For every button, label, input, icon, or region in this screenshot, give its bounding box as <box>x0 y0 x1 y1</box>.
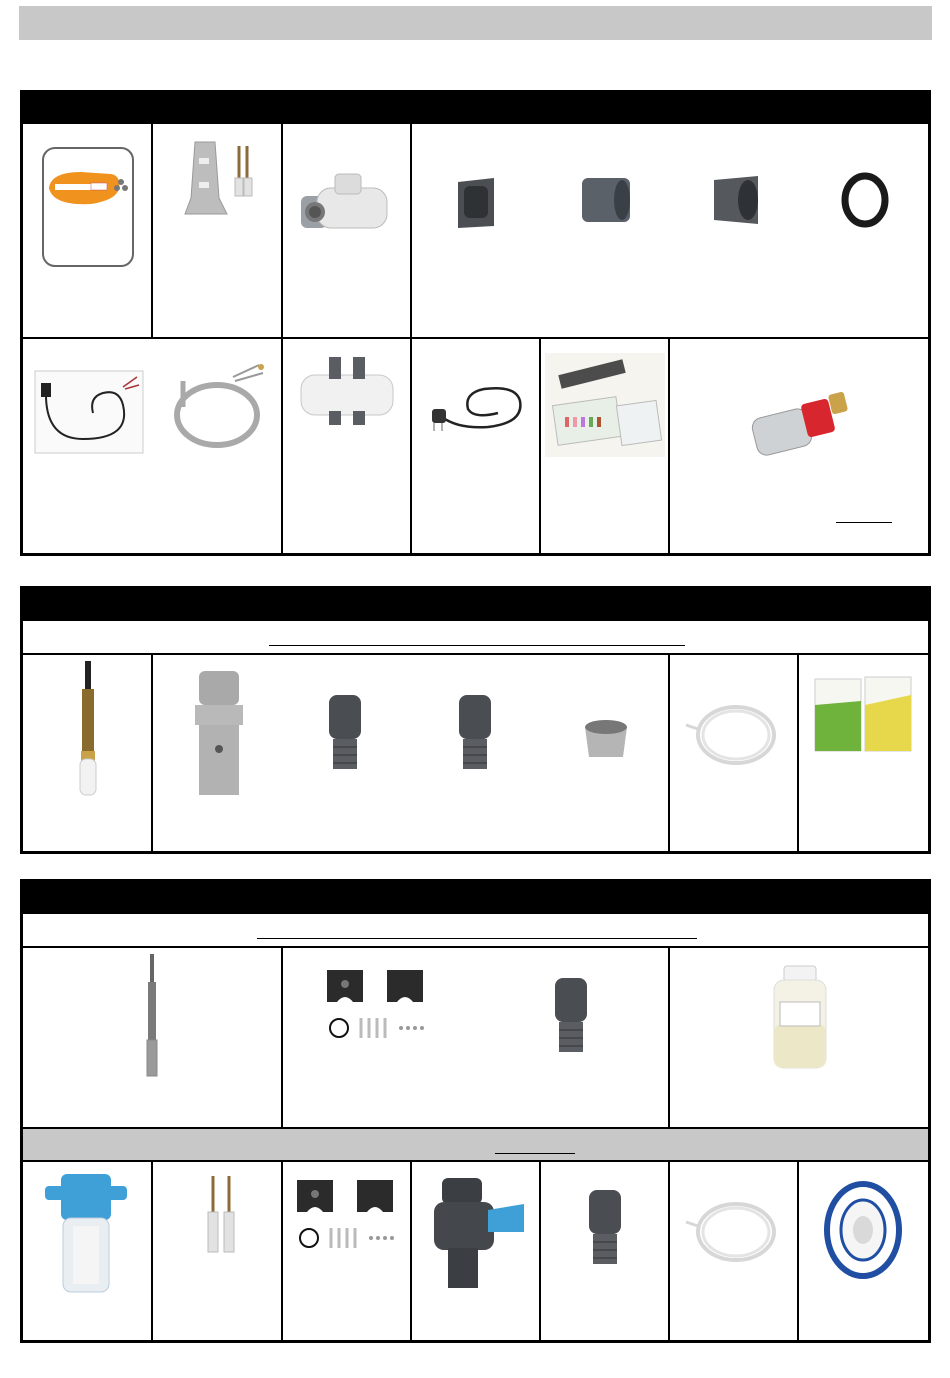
pipe-clamp-icon <box>293 1176 405 1252</box>
ph-kit-header <box>23 589 928 621</box>
injection-fitting-icon <box>585 1188 625 1268</box>
cell-ptfe-tape <box>799 1162 928 1340</box>
wall-bracket-icon <box>181 138 261 218</box>
t-cell-body-icon <box>297 168 397 238</box>
cell-fittings <box>412 124 928 339</box>
cell-ball-valve <box>412 1162 541 1340</box>
cell-inline-filter <box>23 1162 153 1340</box>
ptfe-tape-icon <box>823 1180 903 1280</box>
o-ring-icon <box>840 172 890 228</box>
cell-electrode <box>670 339 928 556</box>
control-box-icon <box>41 146 135 268</box>
cell-ph-fittings <box>153 655 670 851</box>
ph-kit-section <box>20 586 931 854</box>
end-cap-icon <box>581 717 631 761</box>
redox-kit-subheader-underline <box>257 938 697 939</box>
accessories-band-underline <box>495 1153 575 1154</box>
cell-ph-probe <box>23 655 153 851</box>
cell-redox-mounting <box>283 948 670 1129</box>
electrode-underline <box>836 522 892 523</box>
union-nut-icon <box>454 172 498 232</box>
standard-kit-header <box>23 93 928 124</box>
power-cable-icon <box>33 369 145 455</box>
cell-t-cell-body <box>283 124 412 339</box>
redox-probe-icon <box>144 954 160 1078</box>
test-strips-icon <box>545 353 665 457</box>
standard-kit-section <box>20 90 931 556</box>
ph-probe-icon <box>75 661 101 799</box>
cell-tubing <box>670 1162 799 1340</box>
cell-wall-plugs <box>153 1162 283 1340</box>
redox-kit-section <box>20 879 931 1343</box>
tubing-coil-icon <box>684 1192 784 1268</box>
tubing-coil-icon <box>684 695 784 771</box>
buffer-sachet-icon <box>813 675 913 755</box>
electrode-icon <box>746 391 858 459</box>
mains-plug-cable-icon <box>428 379 528 439</box>
solution-bottle-icon <box>770 964 830 1070</box>
adapter-fitting-icon <box>708 172 764 228</box>
injection-fitting-icon <box>325 693 365 773</box>
cell-ph-tubing <box>670 655 799 851</box>
inline-filter-icon <box>43 1170 129 1294</box>
cell-cables <box>23 339 283 556</box>
injection-fitting-icon <box>455 693 495 773</box>
ph-kit-subheader-underline <box>269 645 685 646</box>
cell-mains-plug <box>412 339 541 556</box>
reducer-fitting-icon <box>578 174 634 226</box>
probe-cable-icon <box>163 361 273 451</box>
accessories-band <box>23 1129 928 1162</box>
probe-holder-icon <box>297 353 397 427</box>
cell-redox-solution <box>670 948 928 1129</box>
cell-ph-buffers <box>799 655 928 851</box>
injection-fitting-icon <box>551 976 591 1056</box>
redox-kit-subheader-row <box>23 914 928 948</box>
cell-injection-fitting <box>541 1162 670 1340</box>
cell-redox-probe <box>23 948 283 1129</box>
wall-plug-screws-icon <box>201 1174 241 1254</box>
cell-wall-bracket <box>153 124 283 339</box>
ph-kit-subheader-row <box>23 621 928 655</box>
top-title-bar <box>19 6 932 40</box>
cell-control-box <box>23 124 153 339</box>
cell-probe-holder <box>283 339 412 556</box>
cell-pipe-clamp <box>283 1162 412 1340</box>
probe-housing-icon <box>193 669 245 797</box>
pipe-clamp-icon <box>323 966 435 1042</box>
cell-test-strips <box>541 339 670 556</box>
ball-valve-icon <box>428 1176 528 1290</box>
redox-kit-header <box>23 882 928 914</box>
